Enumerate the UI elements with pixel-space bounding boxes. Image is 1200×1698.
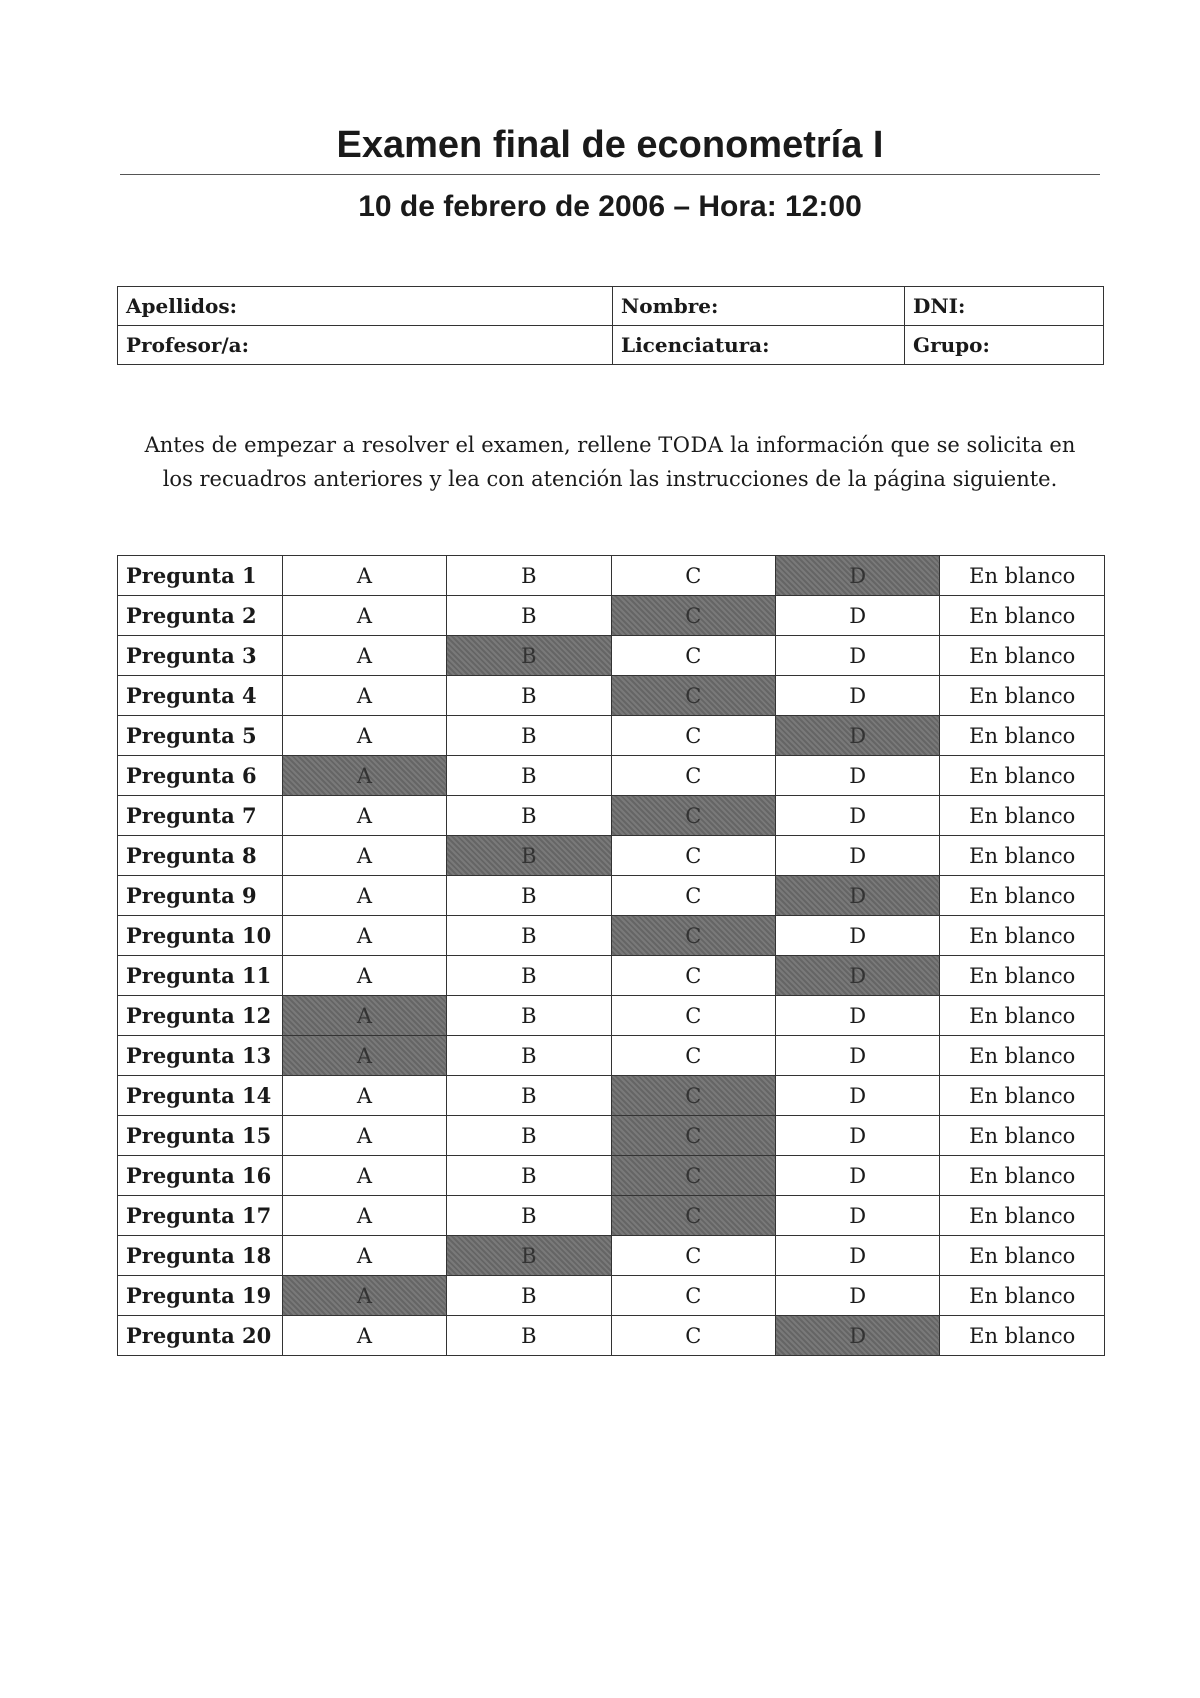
question-label: Pregunta 10 — [118, 916, 283, 956]
answer-option-en-blanco[interactable]: En blanco — [940, 756, 1105, 796]
question-row — [118, 1076, 1105, 1116]
answer-option-c[interactable]: C — [611, 636, 775, 676]
question-row — [118, 756, 1105, 796]
answer-option-b[interactable]: B — [447, 796, 611, 836]
answer-option-b[interactable]: B — [447, 676, 611, 716]
answer-option-a[interactable]: A — [282, 876, 446, 916]
answer-option-en-blanco[interactable]: En blanco — [940, 796, 1105, 836]
answer-option-en-blanco[interactable]: En blanco — [940, 596, 1105, 636]
question-label: Pregunta 4 — [118, 676, 283, 716]
question-label: Pregunta 20 — [118, 1316, 283, 1356]
answer-option-c[interactable]: C — [611, 1236, 775, 1276]
question-row — [118, 1276, 1105, 1316]
answer-option-en-blanco[interactable]: En blanco — [940, 1076, 1105, 1116]
answer-option-b[interactable]: B — [447, 996, 611, 1036]
question-row — [118, 836, 1105, 876]
answer-option-c[interactable]: C — [611, 716, 775, 756]
answer-option-c[interactable]: C — [611, 796, 775, 836]
answer-option-d[interactable]: D — [775, 1036, 939, 1076]
answer-option-a[interactable]: A — [282, 716, 446, 756]
question-label: Pregunta 16 — [118, 1156, 283, 1196]
answer-option-b[interactable]: B — [447, 756, 611, 796]
answer-option-b[interactable]: B — [447, 1236, 611, 1276]
info-row — [118, 326, 1104, 365]
answer-option-en-blanco[interactable]: En blanco — [940, 1036, 1105, 1076]
answer-option-c[interactable]: C — [611, 756, 775, 796]
instructions-after: la información que se solicita en los recuadros anteriores y lea con atención las instrucciones de la página siguiente. — [162, 433, 1076, 491]
question-row — [118, 1316, 1105, 1356]
answer-option-en-blanco[interactable]: En blanco — [940, 676, 1105, 716]
answer-option-b[interactable]: B — [447, 556, 611, 596]
answer-option-a[interactable]: A — [282, 796, 446, 836]
question-label: Pregunta 11 — [118, 956, 283, 996]
answer-option-d[interactable]: D — [775, 836, 939, 876]
question-label: Pregunta 9 — [118, 876, 283, 916]
answer-option-c[interactable]: C — [611, 1036, 775, 1076]
answer-option-c[interactable]: C — [611, 596, 775, 636]
question-row — [118, 1236, 1105, 1276]
question-row — [118, 1156, 1105, 1196]
answer-option-en-blanco[interactable]: En blanco — [940, 916, 1105, 956]
answer-option-d[interactable]: D — [775, 796, 939, 836]
answer-option-d[interactable]: D — [775, 556, 939, 596]
answer-option-a[interactable]: A — [282, 996, 446, 1036]
answer-option-d[interactable]: D — [775, 956, 939, 996]
answer-option-d[interactable]: D — [775, 1276, 939, 1316]
answer-option-c[interactable]: C — [611, 1116, 775, 1156]
answer-option-a[interactable]: A — [282, 756, 446, 796]
question-label: Pregunta 19 — [118, 1276, 283, 1316]
answer-option-a[interactable]: A — [282, 556, 446, 596]
answer-option-b[interactable]: B — [447, 1156, 611, 1196]
licenciatura-field[interactable]: Licenciatura: — [613, 326, 905, 365]
answer-option-c[interactable]: C — [611, 1076, 775, 1116]
answer-option-b[interactable]: B — [447, 1276, 611, 1316]
question-label: Pregunta 2 — [118, 596, 283, 636]
answer-option-c[interactable]: C — [611, 956, 775, 996]
answer-option-en-blanco[interactable]: En blanco — [940, 1156, 1105, 1196]
answer-option-en-blanco[interactable]: En blanco — [940, 1196, 1105, 1236]
answer-option-en-blanco[interactable]: En blanco — [940, 1276, 1105, 1316]
question-label: Pregunta 6 — [118, 756, 283, 796]
question-row — [118, 916, 1105, 956]
question-row — [118, 1116, 1105, 1156]
answer-option-a[interactable]: A — [282, 956, 446, 996]
question-row — [118, 636, 1105, 676]
answer-option-d[interactable]: D — [775, 756, 939, 796]
question-row — [118, 676, 1105, 716]
answer-option-d[interactable]: D — [775, 1116, 939, 1156]
answer-option-b[interactable]: B — [447, 1036, 611, 1076]
answer-option-en-blanco[interactable]: En blanco — [940, 876, 1105, 916]
answer-option-b[interactable]: B — [447, 1116, 611, 1156]
answer-option-b[interactable]: B — [447, 716, 611, 756]
answer-option-a[interactable]: A — [282, 1076, 446, 1116]
question-row — [118, 556, 1105, 596]
answer-option-a[interactable]: A — [282, 1116, 446, 1156]
answer-option-c[interactable]: C — [611, 556, 775, 596]
answer-option-b[interactable]: B — [447, 876, 611, 916]
answer-option-b[interactable]: B — [447, 956, 611, 996]
nombre-field[interactable]: Nombre: — [613, 287, 905, 326]
answer-option-d[interactable]: D — [775, 916, 939, 956]
question-row — [118, 996, 1105, 1036]
apellidos-field[interactable]: Apellidos: — [118, 287, 613, 326]
answer-sheet-body — [118, 556, 1105, 1356]
answer-option-d[interactable]: D — [775, 716, 939, 756]
answer-option-d[interactable]: D — [775, 1156, 939, 1196]
answer-option-en-blanco[interactable]: En blanco — [940, 1116, 1105, 1156]
question-row — [118, 1196, 1105, 1236]
answer-option-b[interactable]: B — [447, 1196, 611, 1236]
question-label: Pregunta 8 — [118, 836, 283, 876]
answer-option-c[interactable]: C — [611, 916, 775, 956]
answer-option-en-blanco[interactable]: En blanco — [940, 636, 1105, 676]
answer-option-en-blanco[interactable]: En blanco — [940, 996, 1105, 1036]
answer-sheet-table — [117, 555, 1105, 1356]
answer-option-b[interactable]: B — [447, 1076, 611, 1116]
question-label: Pregunta 13 — [118, 1036, 283, 1076]
answer-option-a[interactable]: A — [282, 676, 446, 716]
answer-option-en-blanco[interactable]: En blanco — [940, 716, 1105, 756]
answer-option-d[interactable]: D — [775, 1196, 939, 1236]
answer-option-b[interactable]: B — [447, 596, 611, 636]
answer-option-b[interactable]: B — [447, 636, 611, 676]
answer-option-en-blanco[interactable]: En blanco — [940, 556, 1105, 596]
answer-option-c[interactable]: C — [611, 996, 775, 1036]
question-label: Pregunta 15 — [118, 1116, 283, 1156]
question-label: Pregunta 7 — [118, 796, 283, 836]
question-label: Pregunta 12 — [118, 996, 283, 1036]
answer-option-en-blanco[interactable]: En blanco — [940, 956, 1105, 996]
answer-option-d[interactable]: D — [775, 596, 939, 636]
question-label: Pregunta 17 — [118, 1196, 283, 1236]
answer-option-b[interactable]: B — [447, 916, 611, 956]
answer-option-c[interactable]: C — [611, 676, 775, 716]
instructions-emphasis: TODA — [658, 433, 724, 457]
question-row — [118, 716, 1105, 756]
title-rule — [120, 174, 1100, 175]
question-label: Pregunta 5 — [118, 716, 283, 756]
answer-option-c[interactable]: C — [611, 876, 775, 916]
answer-option-a[interactable]: A — [282, 636, 446, 676]
question-row — [118, 876, 1105, 916]
answer-option-d[interactable]: D — [775, 1236, 939, 1276]
answer-option-a[interactable]: A — [282, 836, 446, 876]
answer-option-d[interactable]: D — [775, 1076, 939, 1116]
answer-option-c[interactable]: C — [611, 1276, 775, 1316]
answer-option-b[interactable]: B — [447, 836, 611, 876]
answer-option-c[interactable]: C — [611, 836, 775, 876]
answer-option-d[interactable]: D — [775, 1316, 939, 1356]
question-row — [118, 796, 1105, 836]
answer-option-b[interactable]: B — [447, 1316, 611, 1356]
exam-date-time: 10 de febrero de 2006 – Hora: 12:00 — [358, 190, 862, 223]
question-row — [118, 1036, 1105, 1076]
answer-option-d[interactable]: D — [775, 876, 939, 916]
question-label: Pregunta 1 — [118, 556, 283, 596]
answer-option-en-blanco[interactable]: En blanco — [940, 1316, 1105, 1356]
exam-title: Examen final de econometría I — [336, 124, 884, 166]
question-label: Pregunta 3 — [118, 636, 283, 676]
answer-option-en-blanco[interactable]: En blanco — [940, 1236, 1105, 1276]
dni-field[interactable]: DNI: — [905, 287, 1104, 326]
answer-option-a[interactable]: A — [282, 1236, 446, 1276]
answer-option-a[interactable]: A — [282, 1156, 446, 1196]
answer-option-c[interactable]: C — [611, 1196, 775, 1236]
answer-option-d[interactable]: D — [775, 996, 939, 1036]
answer-option-c[interactable]: C — [611, 1156, 775, 1196]
answer-option-a[interactable]: A — [282, 1196, 446, 1236]
answer-option-d[interactable]: D — [775, 676, 939, 716]
question-row — [118, 596, 1105, 636]
answer-option-en-blanco[interactable]: En blanco — [940, 836, 1105, 876]
profesor-field[interactable]: Profesor/a: — [118, 326, 613, 365]
answer-option-a[interactable]: A — [282, 1276, 446, 1316]
question-label: Pregunta 18 — [118, 1236, 283, 1276]
instructions-before: Antes de empezar a resolver el examen, rellene — [144, 433, 659, 457]
instructions-text — [130, 428, 1090, 496]
question-row — [118, 956, 1105, 996]
question-label: Pregunta 14 — [118, 1076, 283, 1116]
answer-option-a[interactable]: A — [282, 596, 446, 636]
answer-option-c[interactable]: C — [611, 1316, 775, 1356]
grupo-field[interactable]: Grupo: — [905, 326, 1104, 365]
student-info-table — [117, 286, 1104, 365]
answer-option-a[interactable]: A — [282, 916, 446, 956]
answer-option-a[interactable]: A — [282, 1036, 446, 1076]
answer-option-a[interactable]: A — [282, 1316, 446, 1356]
answer-option-d[interactable]: D — [775, 636, 939, 676]
info-row — [118, 287, 1104, 326]
